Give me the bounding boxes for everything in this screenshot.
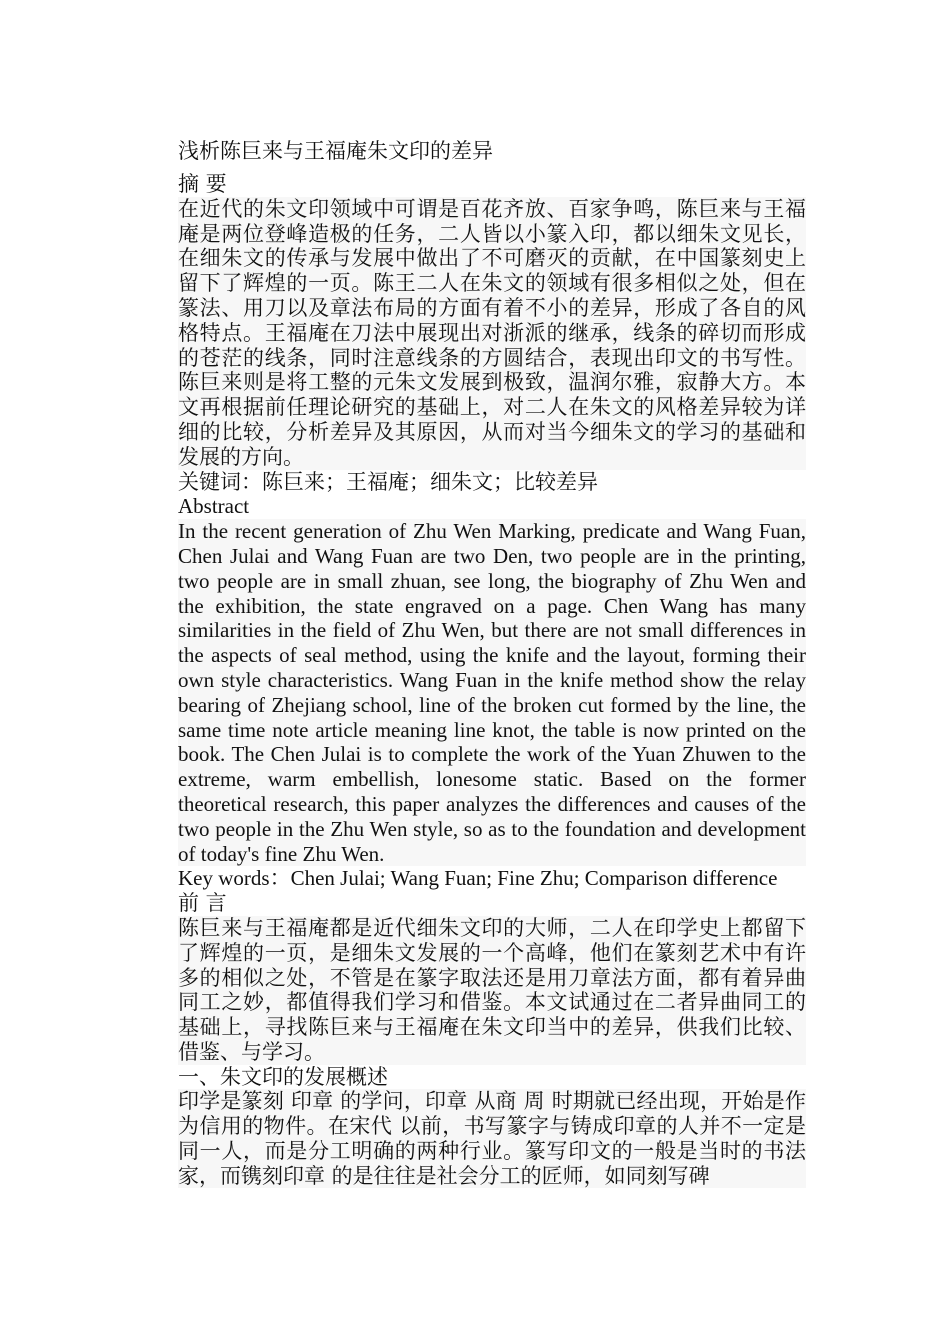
abstract-english-heading: Abstract [178, 494, 250, 519]
keywords-english: Key words：Chen Julai; Wang Fuan; Fine Zhu; Comparison difference [178, 866, 778, 891]
section-1-heading: 一、朱文印的发展概述 [178, 1064, 388, 1089]
document-title: 浅析陈巨来与王福庵朱文印的差异 [178, 139, 493, 163]
abstract-chinese-paragraph: 在近代的朱文印领域中可谓是百花齐放、百家争鸣，陈巨来与王福庵是两位登峰造极的任务，二人皆以小篆入印，都以细朱文见长，在细朱文的传承与发展中做出了不可磨灭的贡献，在中国篆刻史上留下了辉煌的一页。陈王二人在朱文的领域有很多相似之处，但在篆法、用刀以及章法布局的方面有着不小的差异，形成了各自的风格特点。王福庵在刀法中展现出对浙派的继承，线条的碎切而形成的苍茫的线条，同时注意线条的方圆结合，表现出印文的书写性。陈巨来则是将工整的元朱文发展到极致，温润尔雅，寂静大方。本文再根据前任理论研究的基础上，对二人在朱文的风格差异较为详细的比较，分析差异及其原因，从而对当今细朱文的学习的基础和发展的方向。 [178, 196, 806, 469]
preface-paragraph: 陈巨来与王福庵都是近代细朱文印的大师，二人在印学史上都留下了辉煌的一页，是细朱文发展的一个高峰，他们在篆刻艺术中有许多的相似之处，不管是在篆字取法还是用刀章法方面，都有着异曲同工之妙，都值得我们学习和借鉴。本文试通过在二者异曲同工的基础上，寻找陈巨来与王福庵在朱文印当中的差异，供我们比较、借鉴、与学习。 [178, 915, 806, 1064]
preface-heading: 前 言 [178, 891, 227, 916]
abstract-heading: 摘 要 [178, 172, 227, 196]
section-1-paragraph: 印学是篆刻 印章 的学问，印章 从商 周 时期就已经出现，开始是作为信用的物件。在宋代 以前，书写篆字与铸成印章的人并不一定是同一人，而是分工明确的两种行业。篆写印文的一般是当时的书法家，而镌刻印章 的是往往是社会分工的匠师，如同刻写碑 [178, 1089, 806, 1188]
document-page [178, 136, 806, 1188]
keywords-chinese: 关键词：陈巨来；王福庵；细朱文；比较差异 [178, 469, 598, 494]
abstract-english-paragraph: In the recent generation of Zhu Wen Marking, predicate and Wang Fuan, Chen Julai and Wang Fuan are two Den, two people are in the printing, two people are in small zhuan, see long, the biography of Zhu Wen and the exhibition, the state engraved on a page. Chen Wang has many similarities in the field of Zhu Wen, but there are not small differences in the aspects of seal method, using the knife and the layout, forming their own style characteristics. Wang Fuan in the knife method show the relay bearing of Zhejiang school, line of the broken cut formed by the line, the same time note article meaning line knot, the table is now printed on the book. The Chen Julai is to complete the work of the Yuan Zhuwen to the extreme, warm embellish, lonesome static. Based on the former theoretical research, this paper analyzes the differences and causes of the two people in the Zhu Wen style, so as to the foundation and development of today's fine Zhu Wen. [178, 519, 806, 866]
